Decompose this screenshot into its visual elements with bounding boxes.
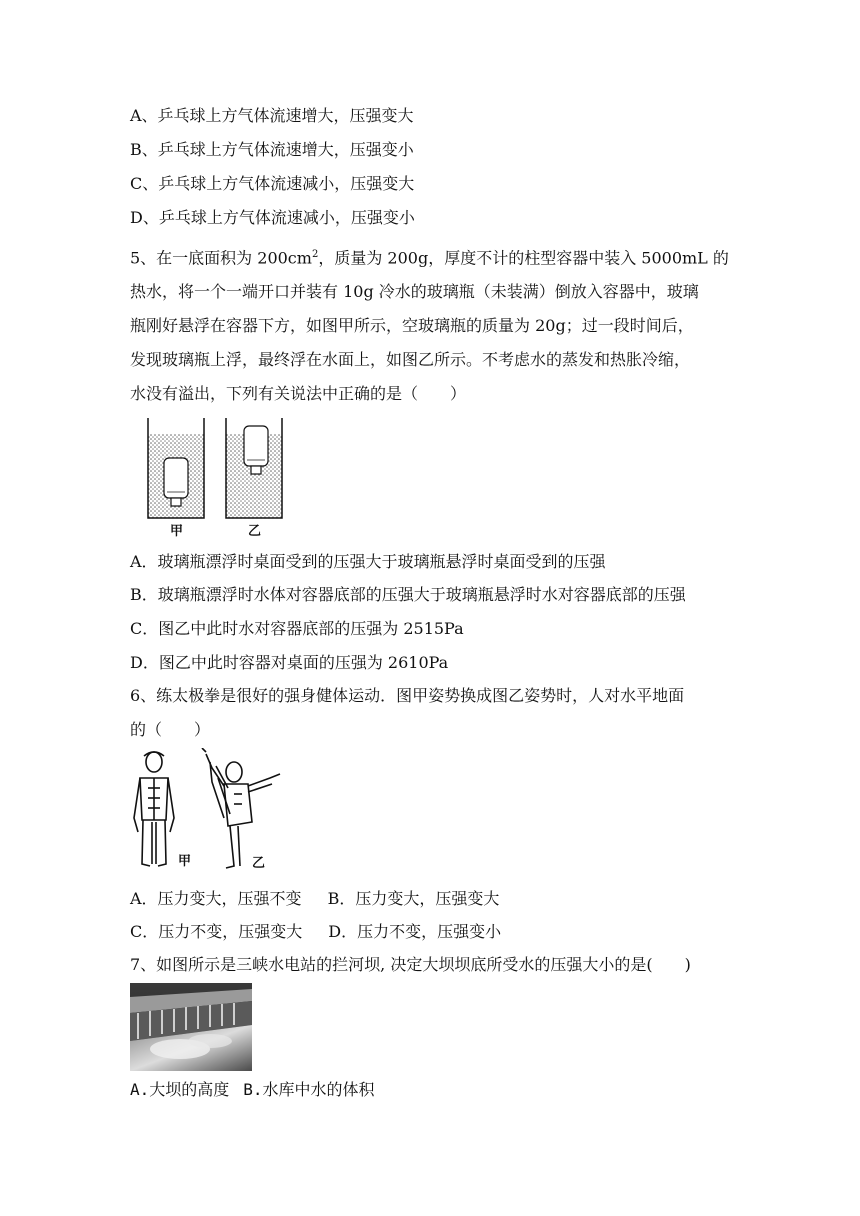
container-jia	[148, 418, 204, 518]
q5-stem-line-4: 发现玻璃瓶上浮，最终浮在水面上，如图乙所示。不考虑水的蒸发和热胀冷缩，	[130, 350, 691, 370]
q5-option-c: C．图乙中此时水对容器底部的压强为 2515Pa	[130, 619, 464, 638]
q5-stem-line-1: 5、在一底面积为 $200cm^2$，质量为 200g，厚度不计的柱型容器中装入 5000mL 的	[130, 248, 729, 268]
q7-option-b: B.水库中水的体积	[243, 1080, 375, 1099]
q6-stem-line-2: 的（ ）	[130, 720, 211, 739]
q6-figure-taichi	[130, 748, 290, 876]
q6-option-c: C．压力不变，压强变大	[130, 922, 303, 941]
containers-diagram	[142, 414, 302, 538]
q5-stem	[130, 238, 730, 411]
q5-stem-line-5: 水没有溢出，下列有关说法中正确的是（ ）	[130, 384, 467, 404]
q4-option-b: B、乒乓球上方气体流速增大，压强变小	[130, 140, 414, 159]
q5-stem-line-3: 瓶刚好悬浮在容器下方，如图甲所示，空玻璃瓶的质量为 20g；过一段时间后，	[130, 316, 694, 336]
q5-option-b: B．玻璃瓶漂浮时水体对容器底部的压强大于玻璃瓶悬浮时水对容器底部的压强	[130, 585, 686, 604]
q6-options-row-1	[130, 889, 499, 909]
q7-stem: 7、如图所示是三峡水电站的拦河坝, 决定大坝坝底所受水的压强大小的是( )	[130, 955, 691, 974]
q5-figure-containers	[142, 414, 302, 538]
taichi-diagram	[130, 748, 290, 876]
q6-option-b: B．压力变大，压强变大	[327, 889, 500, 908]
q6-stem-line-1: 6、练太极拳是很好的强身健体运动．图甲姿势换成图乙姿势时，人对水平地面	[130, 686, 685, 705]
q4-option-c: C、乒乓球上方气体流速减小，压强变大	[130, 174, 415, 193]
figure-label-jia: 甲	[170, 524, 184, 539]
person-standing-jia	[134, 752, 174, 866]
q7-options-row	[130, 1080, 375, 1100]
q5-option-a: A．玻璃瓶漂浮时桌面受到的压强大于玻璃瓶悬浮时桌面受到的压强	[130, 552, 606, 571]
q7-option-a: A.大坝的高度	[130, 1080, 230, 1099]
q4-option-a: A、乒乓球上方气体流速增大，压强变大	[130, 106, 414, 125]
q4-option-d: D、乒乓球上方气体流速减小，压强变小	[130, 208, 415, 227]
q5-stem-line-2: 热水，将一个一端开口并装有 10g 冷水的玻璃瓶（未装满）倒放入容器中，玻璃	[130, 282, 699, 302]
dam-photo-image	[130, 983, 252, 1071]
q5-option-d: D．图乙中此时容器对桌面的压强为 2610Pa	[130, 653, 449, 672]
container-yi	[226, 418, 282, 518]
person-kicking-yi	[202, 748, 280, 868]
figure-label-yi: 乙	[252, 856, 266, 871]
q7-dam-photo	[130, 983, 252, 1071]
figure-label-yi: 乙	[248, 524, 262, 539]
q6-options-row-2	[130, 922, 501, 942]
q6-option-a: A．压力变大，压强不变	[130, 889, 302, 908]
q6-option-d: D．压力不变，压强变小	[328, 922, 502, 941]
figure-label-jia: 甲	[178, 854, 192, 869]
